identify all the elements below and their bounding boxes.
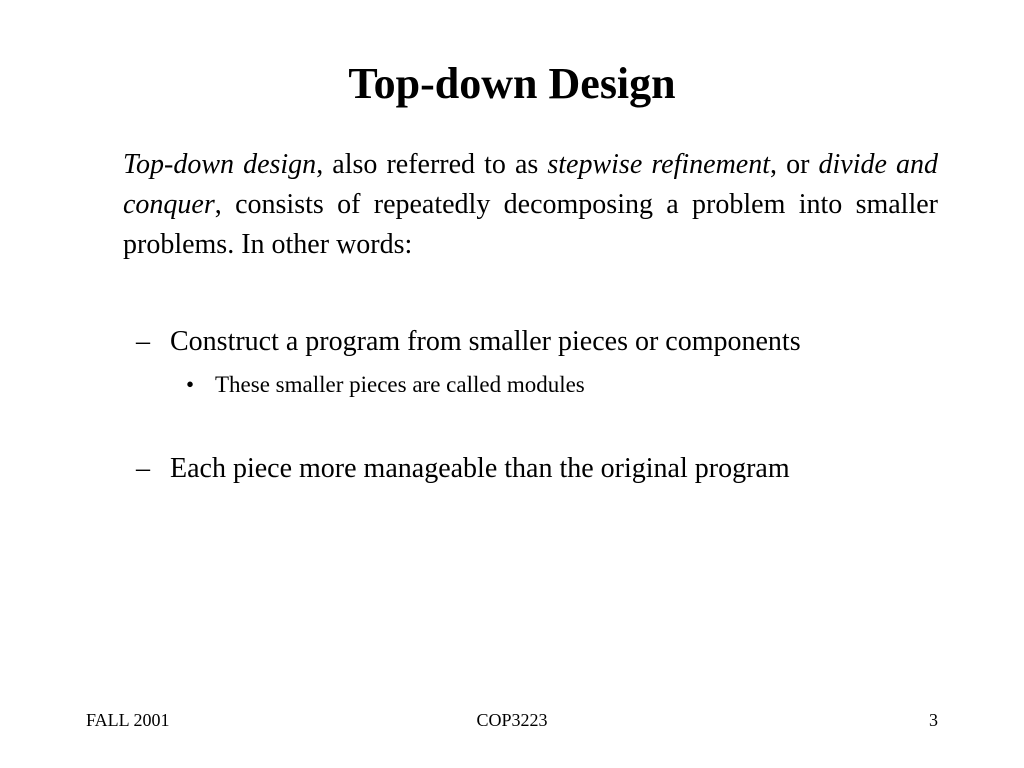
footer-page-number: 3 (929, 710, 938, 730)
sub-bullet-text: These smaller pieces are called modules (215, 372, 585, 397)
slide-title: Top-down Design (348, 59, 676, 108)
footer-course-code: COP3223 (476, 710, 548, 730)
intro-text-3: , consists of repeatedly decomposing a problem into smaller problems. In other words: (123, 189, 938, 260)
term-stepwise-refinement: stepwise refinement (547, 149, 771, 180)
bullet-text: Construct a program from smaller pieces or components (170, 326, 801, 357)
intro-text-2: , or (770, 149, 819, 180)
term-divide-and-conquer: divide and conquer (123, 149, 939, 220)
bullet-dot-marker: • (186, 372, 195, 397)
intro-paragraph (123, 145, 938, 265)
intro-text-1: , also referred to as (316, 149, 548, 180)
bullet-text: Each piece more manageable than the original program (170, 453, 790, 484)
dash-marker: – (136, 326, 150, 357)
dash-marker: – (136, 453, 150, 484)
term-top-down-design: Top-down design (123, 149, 317, 180)
sub-bullet-item-1 (186, 370, 585, 400)
bullet-item-1 (136, 324, 801, 360)
footer-semester: FALL 2001 (86, 710, 170, 730)
bullet-item-2 (136, 451, 790, 487)
